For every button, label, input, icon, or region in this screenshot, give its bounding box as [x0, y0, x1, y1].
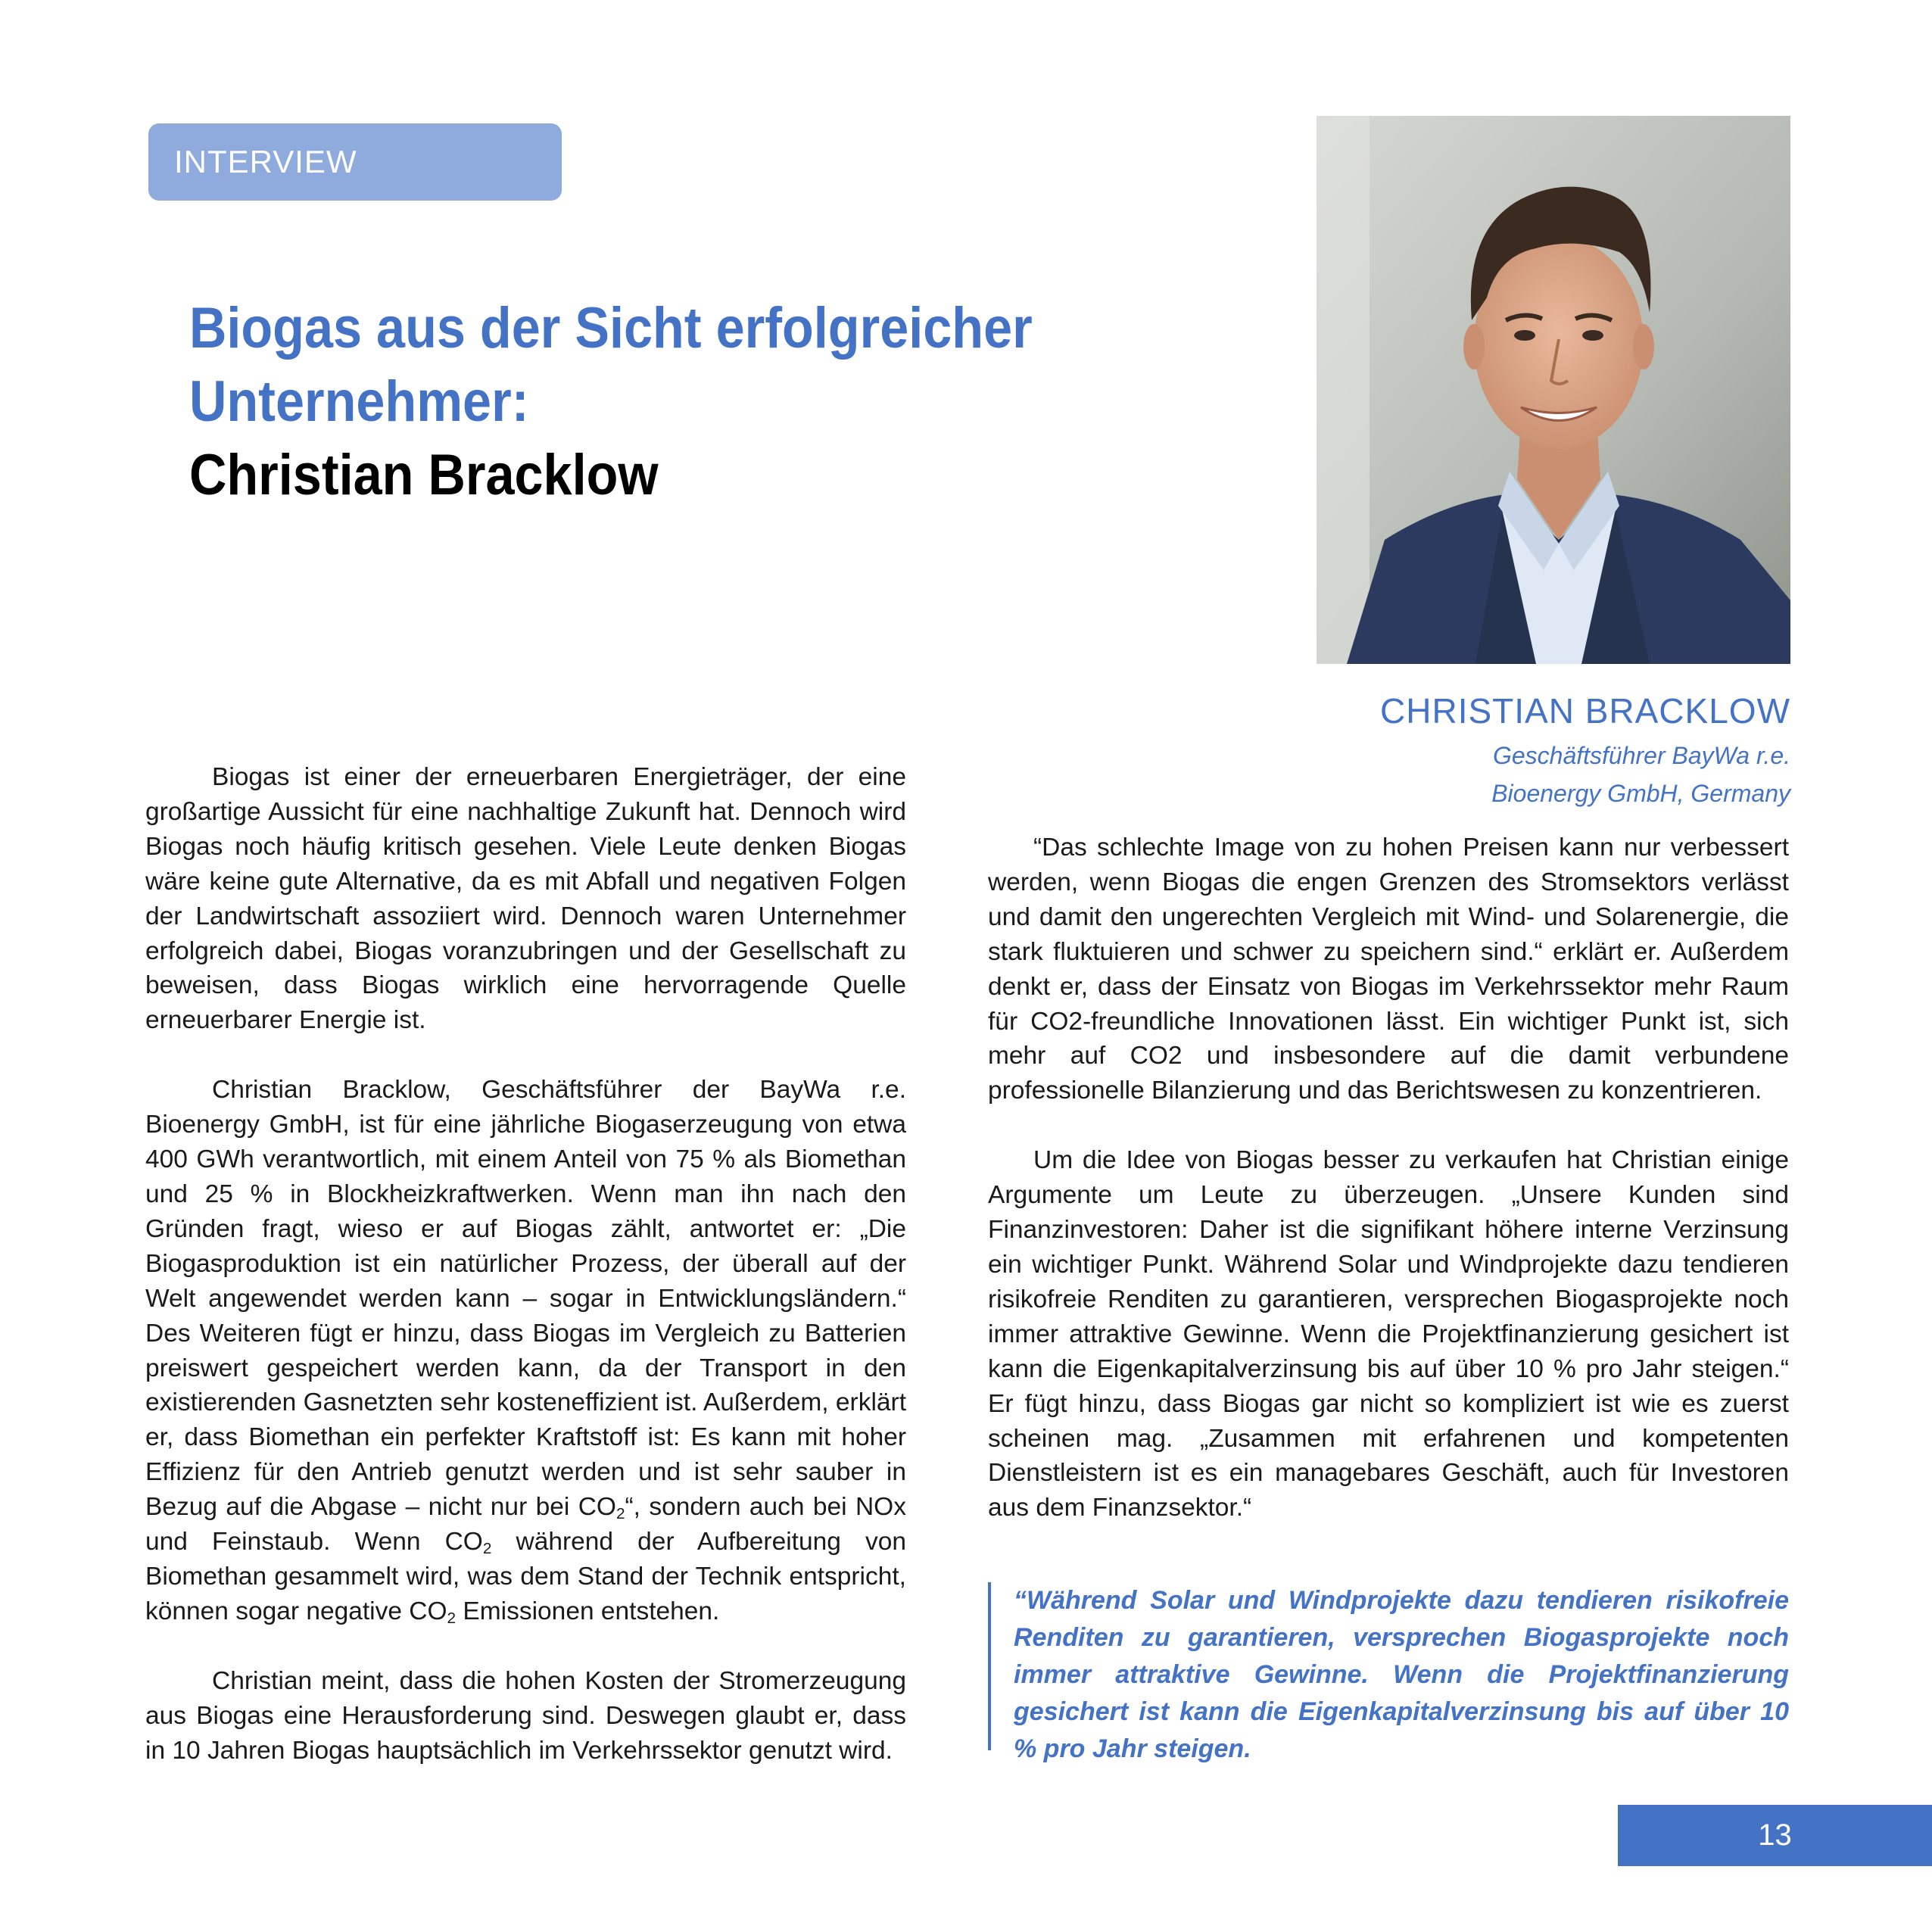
title-line-2: Unternehmer: [189, 369, 529, 434]
caption-role-line-2: Bioenergy GmbH, Germany [1491, 780, 1790, 807]
section-tag [148, 123, 562, 201]
left-column [145, 760, 906, 1803]
portrait-photo [1317, 116, 1790, 664]
portrait-illustration [1317, 116, 1790, 664]
left-paragraph-3: Christian meint, dass die hohen Kosten der Stromerzeugung aus Biogas eine Herausforderung sind. Deswegen glaubt er, dass in 10 Jahren Biogas hauptsächlich im Verkehrssektor genutzt wird. [145, 1666, 906, 1765]
title-line-1: Biogas aus der Sicht erfolgreicher [189, 296, 1033, 360]
co2-subscript: 2 [447, 1609, 457, 1628]
page-number-label: 13 [1758, 1818, 1792, 1852]
right-column [988, 830, 1789, 1560]
title-line-3: Christian Bracklow [189, 443, 659, 507]
left-paragraph-1: Biogas ist einer der erneuerbaren Energieträger, der eine großartige Aussicht für eine nachhaltige Zukunft hat. Dennoch wird Biogas noch häufig kritisch gesehen. Viele Leute denken Biogas wäre keine gute Alternative, da es mit Abfall und negativen Folgen der Landwirtschaft assoziiert wird. Dennoch waren Unternehmer erfolgreich dabei, Biogas voranzubringen und der Gesellschaft zu beweisen, dass Biogas wirklich eine hervorragende Quelle erneuerbarer Energie ist. [145, 763, 906, 1035]
left-paragraph-2-text-c: während der Aufbereitung von Biomethan gesammelt wird, was dem Stand der Technik entspricht, können sogar negative CO [145, 1528, 906, 1625]
right-paragraph-2: Um die Idee von Biogas besser zu verkaufen hat Christian einige Argumente um Leute zu überzeugen. „Unsere Kunden sind Finanzinvestoren: Daher ist die signifikant höhere interne Verzinsung ein wichtiger Punkt. Während Solar und Windprojekte dazu tendieren risikofreie Renditen zu garantieren, versprechen Biogasprojekte noch immer attraktive Gewinne. Wenn die Projektfinanzierung gesichert ist kann die Eigenkapitalverzinsung bis auf über 10 % pro Jahr steigen.“ Er fügt hinzu, dass Biogas gar nicht so kompliziert ist wie es zuerst scheinen mag. „Zusammen mit erfahrenen und kompetenten Dienstleistern ist es ein managebares Geschäft, auch für Investoren aus dem Finanzsektor.“ [988, 1146, 1789, 1522]
left-paragraph-2 [145, 1073, 906, 1629]
left-paragraph-2-text-d: Emissionen entstehen. [456, 1597, 720, 1625]
co2-subscript: 2 [482, 1540, 492, 1558]
pull-quote [988, 1582, 1789, 1763]
left-paragraph-2-text-b: “, sondern auch bei NOx und Feinstaub. Wenn CO [145, 1493, 906, 1557]
photo-caption [1185, 685, 1790, 812]
caption-name: CHRISTIAN BRACKLOW [1380, 691, 1790, 731]
left-paragraph-2-text-a: Christian Bracklow, Geschäftsführer der BayWa r.e. Bioenergy GmbH, ist für eine jährliche Biogaserzeugung von etwa 400 GWh verantwortlich, mit einem Anteil von 75 % als Biomethan und 25 % in Blockheizkraftwerken. Wenn man ihn nach den Gründen fragt, wieso er auf Biogas zählt, antwortet er: „Die Biogasproduktion ist ein natürlicher Prozess, der überall auf der Welt angewendet werden kann – sogar in Entwicklungsländern.“ Des Weiteren fügt er hinzu, dass Biogas im Vergleich zu Batterien preiswert gespeichert werden kann, da der Transport in den existierenden Gasnetzten sehr kosteneffizient ist. Außerdem, erklärt er, dass Biomethan ein perfekter Kraftstoff ist: Es kann mit hoher Effizienz für den Antrieb genutzt werden und ist sehr sauber in Bezug auf die Abgase – nicht nur bei CO [145, 1076, 906, 1522]
caption-role-line-1: Geschäftsführer BayWa r.e. [1492, 742, 1790, 769]
section-tag-label: INTERVIEW [174, 144, 357, 179]
right-paragraph-1: “Das schlechte Image von zu hohen Preisen kann nur verbessert werden, wenn Biogas die engen Grenzen des Stromsektors verlässt und damit den ungerechten Vergleich mit Wind- und Solarenergie, die stark fluktuieren und schwer zu speichern sind.“ erklärt er. Außerdem denkt er, dass der Einsatz von Biogas im Verkehrssektor mehr Raum für CO2-freundliche Innovationen lässt. Ein wichtiger Punkt ist, sich mehr auf CO2 und insbesondere auf die damit verbundene professionelle Bilanzierung und das Berichtswesen zu konzentrieren. [988, 834, 1789, 1105]
page-number [1618, 1805, 1932, 1866]
pull-quote-text: “Während Solar und Windprojekte dazu tendieren risikofreie Renditen zu garantieren, versprechen Biogasprojekte noch immer attraktive Gewinne. Wenn die Projektfinanzierung gesichert ist kann die Eigenkapitalverzinsung bis auf über 10 % pro Jahr steigen. [1014, 1586, 1789, 1763]
co2-subscript: 2 [615, 1505, 625, 1523]
article-title [189, 291, 1173, 512]
